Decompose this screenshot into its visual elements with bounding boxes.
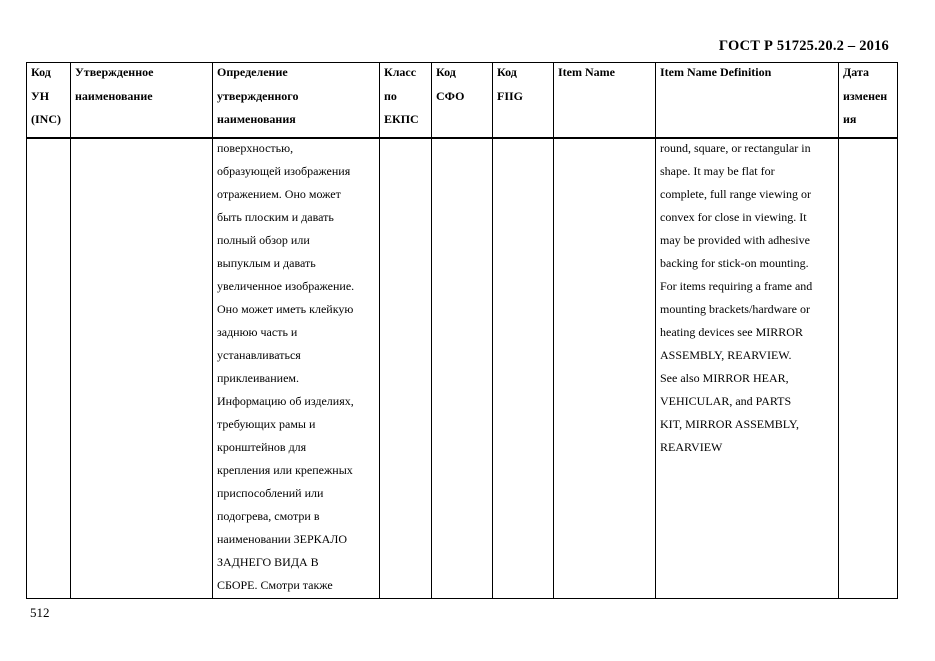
header-item-name-definition (656, 63, 839, 139)
header-line: наименования (217, 112, 296, 126)
definition-line: устанавливаться (217, 348, 301, 362)
definition-line: KIT, MIRROR ASSEMBLY, (660, 417, 800, 431)
cell-item-name (554, 138, 656, 599)
definition-line: заднюю часть и (217, 325, 298, 339)
definition-line: кронштейнов для (217, 440, 307, 454)
cell-inc-code (27, 138, 71, 599)
definition-line: подогрева, смотри в (217, 509, 320, 523)
table-row (27, 138, 898, 599)
cell-fiig-code (493, 138, 554, 599)
definition-line: крепления или крепежных (217, 463, 353, 477)
cell-definition-en (656, 138, 839, 599)
definition-line: Информацию об изделиях, (217, 394, 354, 408)
definition-line: backing for stick-on mounting. (660, 256, 809, 270)
cell-sfo-code (432, 138, 493, 599)
header-line: УН (31, 88, 50, 103)
definition-line: See also MIRROR HEAR, (660, 371, 789, 385)
definition-line: ASSEMBLY, REARVIEW. (660, 348, 792, 362)
definition-line: требующих рамы и (217, 417, 316, 431)
header-line: Дата (843, 65, 869, 79)
definition-line: ЗАДНЕГО ВИДА В (217, 555, 319, 569)
header-line: Item Name Definition (660, 65, 772, 79)
header-line: по (384, 88, 397, 103)
header-ekps-class (380, 63, 432, 139)
cell-approved-name (71, 138, 213, 599)
header-line: (INC) (31, 112, 61, 126)
definition-line: VEHICULAR, and PARTS (660, 394, 792, 408)
cell-change-date (839, 138, 898, 599)
header-line: Класс (384, 65, 417, 79)
page-number: 512 (30, 605, 50, 620)
definition-line: complete, full range viewing or (660, 187, 811, 201)
definition-line: heating devices see MIRROR (660, 325, 803, 339)
header-item-name (554, 63, 656, 139)
definition-line: СБОРЕ. Смотри также (217, 578, 333, 592)
definition-line: mounting brackets/hardware or (660, 302, 810, 316)
header-line: наименование (75, 88, 153, 103)
cell-definition-ru (213, 138, 380, 599)
header-fiig-code (493, 63, 554, 139)
definition-line: быть плоским и давать (217, 210, 334, 224)
definition-line: round, square, or rectangular in (660, 141, 811, 155)
header-line: Утвержденное (75, 65, 154, 79)
definition-line: отражением. Оно может (217, 187, 341, 201)
header-line: Код (31, 65, 51, 79)
header-line: Определение (217, 65, 288, 79)
definition-line: may be provided with adhesive (660, 233, 810, 247)
header-line: ия (843, 112, 857, 126)
definition-line: For items requiring a frame and (660, 279, 813, 293)
catalog-table (26, 62, 898, 599)
definition-line: образующей изображения (217, 164, 351, 178)
header-line: изменен (843, 88, 888, 103)
definition-line: shape. It may be flat for (660, 164, 775, 178)
definition-line: REARVIEW (660, 440, 723, 454)
header-line: СФО (436, 88, 465, 103)
document-standard-code: ГОСТ Р 51725.20.2 – 2016 (718, 38, 889, 54)
header-line: Код (436, 65, 456, 79)
header-line: Код (497, 65, 517, 79)
header-line: ЕКПС (384, 112, 419, 126)
header-sfo-code (432, 63, 493, 139)
definition-line: наименовании ЗЕРКАЛО (217, 532, 348, 546)
definition-line: приклеиванием. (217, 371, 300, 385)
definition-line: выпуклым и давать (217, 256, 316, 270)
cell-ekps-class (380, 138, 432, 599)
table-header-row (27, 63, 898, 139)
definition-line: полный обзор или (217, 233, 310, 247)
definition-line: Оно может иметь клейкую (217, 302, 354, 316)
header-inc-code (27, 63, 71, 139)
definition-line: увеличенное изображение. (217, 279, 355, 293)
header-change-date (839, 63, 898, 139)
header-line: Item Name (558, 65, 615, 79)
header-name-definition-ru (213, 63, 380, 139)
header-line: утвержденного (217, 88, 299, 103)
definition-line: приспособлений или (217, 486, 324, 500)
definition-line: convex for close in viewing. It (660, 210, 807, 224)
definition-line: поверхностью, (217, 141, 294, 155)
header-approved-name (71, 63, 213, 139)
header-line: FIIG (497, 88, 524, 103)
